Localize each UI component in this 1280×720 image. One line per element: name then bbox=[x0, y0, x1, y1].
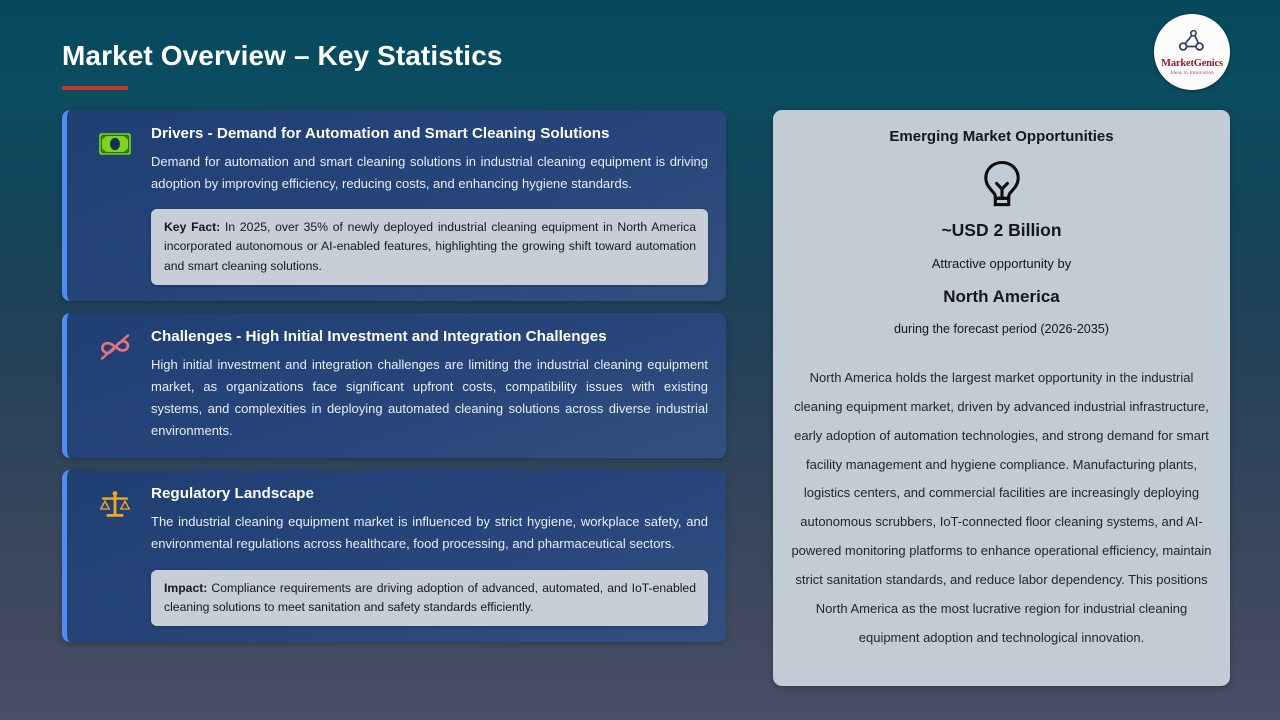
title-underline bbox=[62, 86, 128, 90]
brand-logo bbox=[1154, 14, 1230, 90]
card-title: Drivers - Demand for Automation and Smart Cleaning Solutions bbox=[151, 125, 610, 142]
card-description: The industrial cleaning equipment market is influenced by strict hygiene, workplace safety, and environmental regulations across healthcare, food processing, and pharmaceutical sectors. bbox=[151, 514, 708, 552]
callout-text: Compliance requirements are driving adoption of advanced, automated, and IoT-enabled cleaning solutions to meet sanitation and safety standards efficiently. bbox=[164, 580, 696, 614]
card-body bbox=[151, 327, 708, 442]
broken-link-icon bbox=[95, 329, 135, 365]
drivers-challenges-column bbox=[62, 110, 726, 654]
opportunity-subtitle: Attractive opportunity by bbox=[931, 256, 1072, 271]
callout-text: In 2025, over 35% of newly deployed industrial cleaning equipment in North America incorporated autonomous or AI-enabled features, highlighting the growing shift toward automation and smart cleaning solutions. bbox=[164, 220, 696, 273]
page-title: Market Overview – Key Statistics bbox=[62, 40, 503, 71]
card-header bbox=[95, 327, 708, 442]
key-fact-callout bbox=[151, 209, 708, 285]
emerging-market-opportunities-panel bbox=[773, 110, 1230, 686]
opportunity-forecast-period: during the forecast period (2026-2035) bbox=[894, 322, 1109, 336]
card-header bbox=[95, 484, 708, 555]
balance-scale-icon bbox=[95, 486, 135, 522]
card-header bbox=[95, 124, 708, 195]
card-description: Demand for automation and smart cleaning solutions in industrial cleaning equipment is driving adoption by improving efficiency, reducing costs, and enhancing hygiene standards. bbox=[151, 154, 708, 192]
callout-label: Impact: bbox=[164, 580, 208, 595]
card-title: Regulatory Landscape bbox=[151, 485, 314, 503]
card-body bbox=[151, 484, 708, 555]
network-node-icon bbox=[1178, 30, 1206, 57]
card-title: Challenges - High Initial Investment and Integration Challenges bbox=[151, 327, 607, 345]
card-challenges bbox=[62, 313, 726, 458]
panel-heading: Emerging Market Opportunities bbox=[889, 128, 1114, 145]
callout-label: Key Fact: bbox=[164, 220, 221, 235]
impact-callout bbox=[151, 570, 708, 627]
logo-tagline: Ideas to Innovation bbox=[1170, 69, 1214, 76]
logo-name: MarketGenics bbox=[1161, 57, 1223, 69]
opportunity-value: ~USD 2 Billion bbox=[941, 220, 1062, 240]
lightbulb-icon bbox=[789, 159, 1214, 214]
card-body bbox=[151, 124, 708, 195]
opportunity-region: North America bbox=[943, 287, 1060, 306]
money-banknote-icon bbox=[95, 126, 135, 162]
opportunity-description: North America holds the largest market opportunity in the industrial cleaning equipment market, driven by advanced industrial infrastructure, early adoption of automation technologies, and strong demand for smart facility management and hygiene compliance. Manufacturing plants, logistics centers, and commercial facilities are increasingly deploying autonomous scrubbers, IoT-connected floor cleaning systems, and AI-powered monitoring platforms to enhance operational efficiency, maintain strict sanitation standards, and reduce labor dependency. This positions North America as the most lucrative region for industrial cleaning equipment adoption and technological innovation. bbox=[791, 370, 1212, 645]
card-description: High initial investment and integration challenges are limiting the industrial cleaning equipment market, as organizations face significant upfront costs, compatibility issues with existing systems, and complexities in deploying automated cleaning solutions across diverse industrial environments. bbox=[151, 356, 708, 439]
card-drivers bbox=[62, 110, 726, 301]
card-regulatory-landscape bbox=[62, 470, 726, 642]
